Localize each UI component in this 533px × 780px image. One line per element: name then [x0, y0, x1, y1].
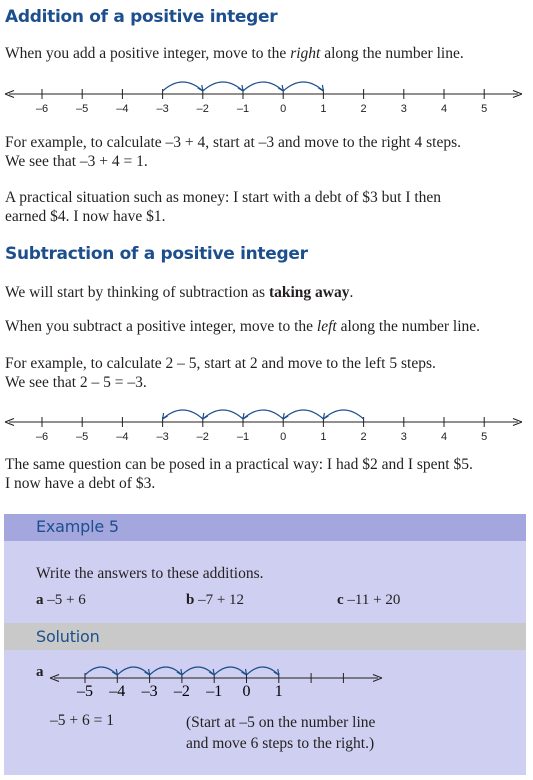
step-arrowhead-icon: [203, 413, 208, 419]
addition-example-line: For example, to calculate –3 + 4, start at –3 and move to the right 4 steps.: [5, 134, 461, 151]
step-arc: [163, 82, 203, 91]
step-arrowhead-icon: [243, 413, 248, 419]
example-instruction: Write the answers to these additions.: [36, 565, 264, 582]
step-arc: [243, 410, 283, 419]
step-arc: [283, 82, 323, 91]
tick-label: –3: [156, 103, 169, 115]
text: along the number line.: [336, 318, 481, 335]
tick-label: 3: [400, 103, 407, 115]
practical-line: I now have a debt of $3.: [5, 475, 156, 492]
step-arc: [150, 667, 182, 675]
step-arrowhead-icon: [283, 413, 288, 419]
part-letter: a: [36, 592, 44, 608]
practical-line: earned $4. I now have $1.: [5, 208, 166, 225]
example-title: Example 5: [36, 517, 119, 536]
tick-label: –5: [76, 431, 89, 443]
step-arrowhead-icon: [323, 413, 328, 419]
tick-label: –3: [141, 683, 158, 700]
tick-label: 2: [360, 431, 367, 443]
note-line: (Start at –5 on the number line: [186, 714, 376, 731]
section-heading-subtraction: Subtraction of a positive integer: [5, 244, 308, 264]
part-letter: a: [36, 664, 44, 680]
tick-label: –1: [236, 103, 250, 115]
bold-term: taking away: [268, 284, 350, 301]
step-arc: [182, 667, 214, 675]
tick-label: –4: [116, 431, 129, 443]
solution-note: [186, 712, 375, 754]
subtraction-example: [5, 354, 530, 392]
text: We will start by thinking of subtraction as: [5, 284, 269, 301]
example-part-b: [186, 592, 244, 609]
intro-emphasis: right: [290, 45, 321, 62]
tick-label: –6: [35, 103, 49, 115]
part-expression: –7 + 12: [198, 592, 245, 608]
practical-line: A practical situation such as money: I start with a debt of $3 but I then: [5, 189, 442, 206]
emphasis: left: [316, 318, 337, 335]
step-arrowhead-icon: [238, 85, 243, 91]
tick-label: –3: [156, 431, 169, 443]
number-line-addition: [0, 70, 533, 130]
text: .: [349, 284, 354, 301]
tick-label: 4: [440, 431, 448, 443]
step-arc: [163, 410, 203, 419]
number-line-solution: [40, 652, 400, 702]
tick-label: –1: [236, 431, 250, 443]
tick-label: –4: [116, 103, 129, 115]
step-arc: [214, 667, 246, 675]
part-letter: b: [186, 592, 195, 608]
number-line-subtraction: [0, 398, 533, 458]
addition-practical: [5, 188, 530, 226]
solution-title: Solution: [36, 627, 100, 646]
step-arc: [247, 667, 279, 675]
tick-label: 1: [320, 103, 327, 115]
example-part-a: [36, 592, 86, 609]
tick-label: –5: [77, 683, 93, 700]
text: When you subtract a positive integer, move to the: [5, 318, 317, 335]
intro-text: When you add a positive integer, move to the: [5, 45, 291, 62]
tick-label: 3: [400, 431, 407, 443]
addition-example: [5, 133, 530, 171]
intro-text-end: along the number line.: [320, 45, 464, 62]
step-arc: [85, 667, 117, 675]
example-part-c: [337, 592, 400, 609]
tick-label: 1: [320, 431, 327, 443]
tick-label: 2: [360, 103, 367, 115]
subtraction-practical: [5, 455, 530, 493]
tick-label: 0: [242, 683, 251, 700]
subtraction-example-line: For example, to calculate 2 – 5, start at 2 and move to the left 5 steps.: [5, 355, 436, 372]
step-arc: [203, 82, 243, 91]
subtraction-line2: [5, 317, 530, 336]
tick-label: –2: [196, 103, 209, 115]
step-arc: [243, 82, 283, 91]
part-expression: –11 + 20: [347, 592, 401, 608]
part-letter: c: [337, 592, 344, 608]
tick-label: –1: [206, 683, 223, 700]
step-arrowhead-icon: [318, 85, 323, 91]
tick-label: 5: [481, 103, 488, 115]
step-arrowhead-icon: [163, 413, 168, 419]
step-arrowhead-icon: [278, 85, 283, 91]
practical-line: The same question can be posed in a practical way: I had $2 and I spent $5.: [5, 456, 473, 473]
tick-label: 5: [481, 431, 488, 443]
step-arc: [203, 410, 243, 419]
tick-label: 0: [280, 431, 287, 443]
step-arrowhead-icon: [198, 85, 203, 91]
tick-label: –4: [109, 683, 126, 700]
subtraction-result-line: We see that 2 – 5 = –3.: [5, 374, 147, 391]
tick-label: 0: [280, 103, 287, 115]
tick-label: 4: [440, 103, 448, 115]
subtraction-line1: [5, 283, 530, 302]
step-arc: [323, 410, 363, 419]
note-line: and move 6 steps to the right.): [186, 735, 375, 752]
tick-label: –5: [76, 103, 89, 115]
tick-label: –2: [173, 683, 190, 700]
section-heading-addition: Addition of a positive integer: [5, 7, 278, 27]
step-arc: [117, 667, 149, 675]
tick-label: –2: [196, 431, 209, 443]
tick-label: 1: [274, 683, 283, 700]
addition-result-line: We see that –3 + 4 = 1.: [5, 153, 148, 170]
part-expression: –5 + 6: [47, 592, 86, 608]
step-arc: [283, 410, 323, 419]
solution-answer: –5 + 6 = 1: [50, 712, 114, 729]
addition-intro: [5, 44, 530, 63]
tick-label: –6: [35, 431, 49, 443]
